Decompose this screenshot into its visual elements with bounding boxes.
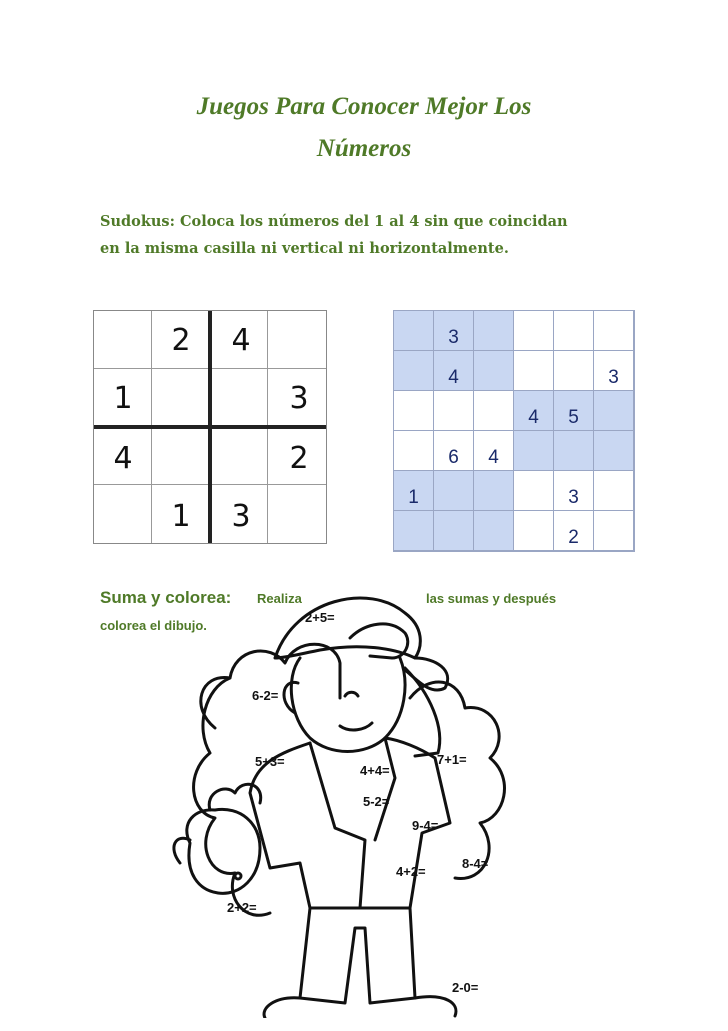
sudoku6-cell-r5-c1: 1 [394, 471, 434, 511]
sudoku6-cell-r3-c5: 5 [554, 391, 594, 431]
sudoku4-cell-r2-c4: 3 [289, 380, 309, 416]
sudoku6-cell-r3-c1 [394, 391, 434, 431]
suma-text-a: Realiza [257, 591, 302, 606]
sudoku4-cell-r4-c2: 1 [171, 498, 191, 534]
sudoku6-cell-r5-c5: 3 [554, 471, 594, 511]
vest-right [375, 738, 395, 840]
sudoku6-cell-r4-c5 [554, 431, 594, 471]
page-title [100, 86, 628, 170]
sudoku6-cell-r1-c6 [594, 311, 634, 351]
sudoku6-cell-r5-c3 [474, 471, 514, 511]
sudoku6-cell-r1-c2: 3 [434, 311, 474, 351]
lamb-head [187, 809, 260, 893]
sudoku6-cell-r2-c1 [394, 351, 434, 391]
sudoku6-cell-r3-c4: 4 [514, 391, 554, 431]
sum-label: 5+3= [255, 754, 285, 769]
sudoku6-cell-r1-c3 [474, 311, 514, 351]
sudoku-instructions-line-1: Sudokus: Coloca los números del 1 al 4 sin que coincidan [100, 213, 568, 230]
sudoku4-cell-r3-c2 [152, 429, 210, 487]
coloring-drawing [160, 578, 560, 1018]
sudoku6-cell-r3-c6 [594, 391, 634, 431]
sudoku4-cell-r2-c1: 1 [113, 380, 133, 416]
sudoku6-cell-r6-c4 [514, 511, 554, 551]
sum-label: 9-4= [412, 818, 439, 833]
sum-label: 5-2= [363, 794, 390, 809]
title-line-1: Juegos Para Conocer Mejor Los [196, 93, 532, 120]
sudoku6-cell-r5-c6 [594, 471, 634, 511]
sudoku6-cell-r5-c2 [434, 471, 474, 511]
sudoku6-cell-r2-c4 [514, 351, 554, 391]
sudoku4-cell-r2-c3 [212, 369, 270, 427]
sudoku4-cell-r1-c4 [270, 311, 328, 369]
sudoku6-cell-r4-c1 [394, 431, 434, 471]
sum-label: 2+2= [227, 900, 257, 915]
sudoku6-cell-r6-c3 [474, 511, 514, 551]
sudoku4-cell-r2-c2 [152, 369, 210, 427]
sum-label: 6-2= [252, 688, 279, 703]
shoe-left [264, 998, 300, 1018]
sudoku6-cell-r6-c5: 2 [554, 511, 594, 551]
vest-left [310, 743, 365, 908]
sum-label: 4+4= [360, 763, 390, 778]
sudoku-6x6-grid [393, 310, 635, 552]
sudoku4-cell-r3-c3 [212, 429, 270, 487]
eye [345, 692, 358, 696]
sudoku6-cell-r6-c2 [434, 511, 474, 551]
sum-label: 7+1= [437, 752, 467, 767]
sudoku6-cell-r6-c6 [594, 511, 634, 551]
title-line-2: Números [316, 135, 412, 162]
sudoku6-cell-r4-c3: 4 [474, 431, 514, 471]
sudoku6-cell-r4-c6 [594, 431, 634, 471]
sudoku6-cell-r3-c2 [434, 391, 474, 431]
sudoku6-cell-r2-c5 [554, 351, 594, 391]
sudoku6-cell-r6-c1 [394, 511, 434, 551]
sudoku6-cell-r1-c4 [514, 311, 554, 351]
sudoku6-cell-r2-c2: 4 [434, 351, 474, 391]
sudoku-4x4-grid [93, 310, 327, 544]
sudoku4-cell-r3-c4: 2 [289, 440, 309, 476]
sudoku4-cell-r3-c1: 4 [113, 440, 133, 476]
suma-text-b: las sumas y después [426, 591, 557, 606]
suma-instructions-line-2: colorea el dibujo. [100, 618, 207, 633]
mouth [340, 723, 372, 730]
sum-label: 8-4= [462, 856, 489, 871]
sudoku6-cell-r1-c1 [394, 311, 434, 351]
lamb-nose [235, 873, 241, 879]
sudoku4-cell-r1-c2: 2 [171, 322, 191, 358]
sudoku-instructions-line-2: en la misma casilla ni vertical ni horizontalmente. [100, 240, 509, 257]
sudoku4-cell-r1-c3: 4 [231, 322, 251, 358]
sum-label: 2+5= [305, 610, 335, 625]
sudoku4-cell-r4-c1 [94, 487, 152, 545]
sudoku4-cell-r4-c3: 3 [231, 498, 251, 534]
sum-label: 4+2= [396, 864, 426, 879]
sudoku4-cell-r1-c1 [94, 311, 152, 369]
sudoku6-cell-r2-c3 [474, 351, 514, 391]
sum-label: 2-0= [452, 980, 479, 995]
sudoku6-cell-r5-c4 [514, 471, 554, 511]
shoe-right [415, 997, 456, 1016]
sudoku4-cell-r4-c4 [270, 487, 328, 545]
sudoku-instructions [100, 208, 640, 262]
sudoku6-cell-r4-c2: 6 [434, 431, 474, 471]
suma-heading: Suma y colorea: [100, 588, 232, 607]
sudoku6-cell-r4-c4 [514, 431, 554, 471]
sudoku6-cell-r1-c5 [554, 311, 594, 351]
sudoku6-cell-r3-c3 [474, 391, 514, 431]
pants [300, 908, 415, 1003]
sudoku6-cell-r2-c6: 3 [594, 351, 634, 391]
